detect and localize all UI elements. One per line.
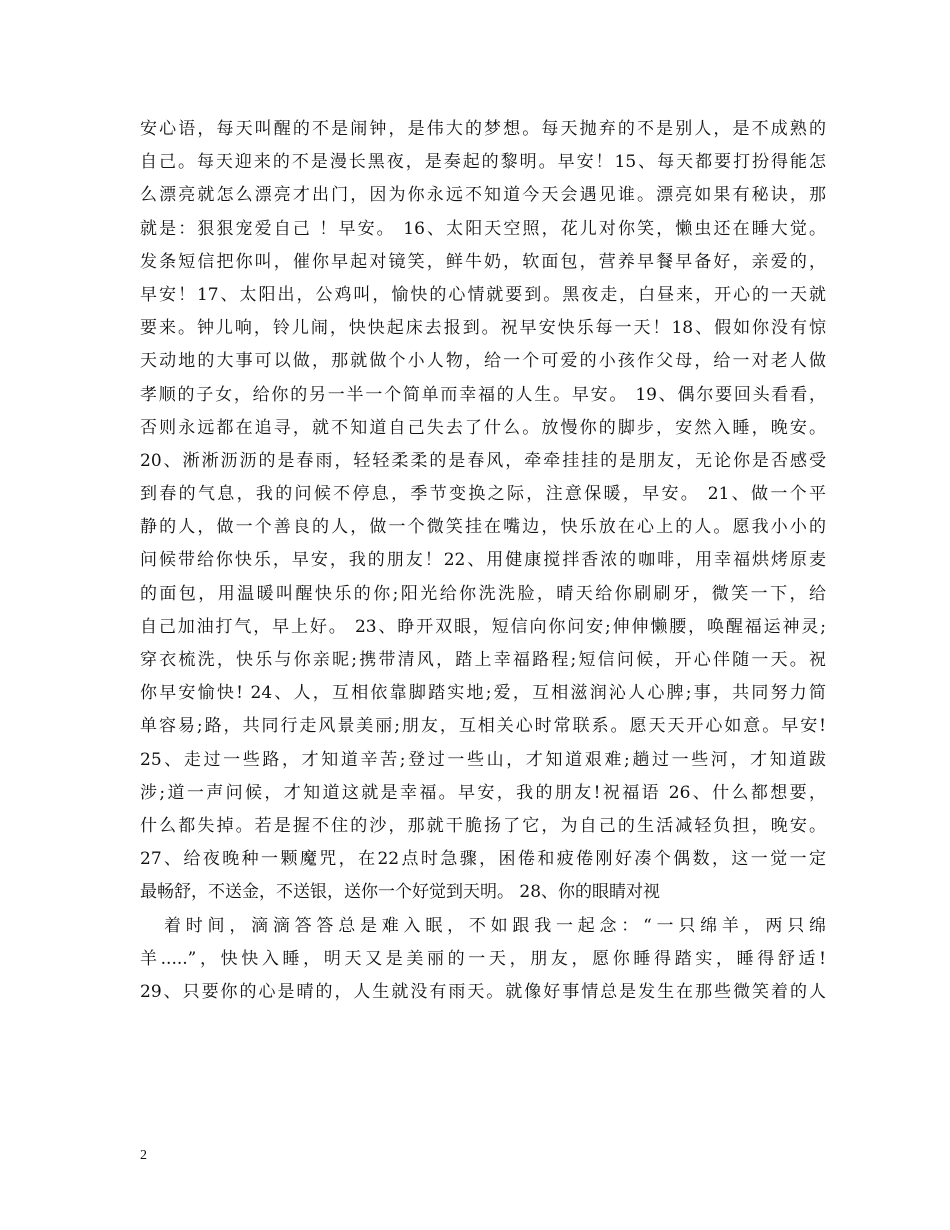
text-line-23: 27、给夜晚种一颗魔咒，在22点时急骤，困倦和疲倦刚好凑个偶数，这一觉一定 xyxy=(140,849,826,870)
text-line-7: 要来。钟儿响，铃儿闹，快快起床去报到。祝早安快乐每一天！18、假如你没有惊 xyxy=(140,318,826,339)
text-line-16: 自己加油打气，早上好。 23、睁开双眼，短信向你问安;伸伸懒腰，唤醒福运神灵; xyxy=(140,616,826,637)
text-line-12: 到春的气息，我的问候不停息，季节变换之际，注意保暖，早安。 21、做一个平 xyxy=(140,484,826,505)
text-line-27: 29、只要你的心是晴的，人生就没有雨天。就像好事情总是发生在那些微笑着的人 xyxy=(140,981,826,1002)
text-line-6: 早安！17、太阳出，公鸡叫，愉快的心情就要到。黑夜走，白昼来，开心的一天就 xyxy=(140,284,826,305)
text-line-11: 20、淅淅沥沥的是春雨，轻轻柔柔的是春风，牵牵挂挂的是朋友，无论你是否感受 xyxy=(140,450,826,471)
text-line-8: 天动地的大事可以做，那就做个小人物，给一个可爱的小孩作父母，给一对老人做 xyxy=(140,351,826,372)
text-line-4: 就是：狠狠宠爱自己 ！早安。 16、太阳天空照，花儿对你笑，懒虫还在睡大觉。 xyxy=(140,218,826,239)
text-line-5: 发条短信把你叫，催你早起对镜笑，鲜牛奶，软面包，营养早餐早备好，亲爱的， xyxy=(140,251,826,272)
text-line-3: 么漂亮就怎么漂亮才出门，因为你永远不知道今天会遇见谁。漂亮如果有秘诀，那 xyxy=(140,185,826,206)
text-line-2: 自己。每天迎来的不是漫长黑夜，是奏起的黎明。早安！15、每天都要打扮得能怎 xyxy=(140,152,826,173)
text-line-24: 最畅舒，不送金，不送银，送你一个好觉到天明。 28、你的眼睛对视 xyxy=(140,882,661,903)
text-line-26: 羊.....”，快快入睡，明天又是美丽的一天，朋友，愿你睡得踏实，睡得舒适! xyxy=(140,948,826,969)
text-line-17: 穿衣梳洗，快乐与你亲昵;携带清风，踏上幸福路程;短信问候，开心伴随一天。祝 xyxy=(140,650,826,670)
text-line-19: 单容易;路，共同行走风景美丽;朋友，互相关心时常联系。愿天天开心如意。早安! xyxy=(140,716,826,737)
text-line-1: 安心语，每天叫醒的不是闹钟，是伟大的梦想。每天抛弃的不是别人，是不成熟的 xyxy=(140,119,826,139)
page-number: 2 xyxy=(140,1148,147,1163)
text-line-10: 否则永远都在追寻，就不知道自己失去了什么。放慢你的脚步，安然入睡，晚安。 xyxy=(140,417,826,438)
text-line-18: 你早安愉快! 24、人，互相依靠脚踏实地;爱，互相滋润沁人心脾;事，共同努力简 xyxy=(140,683,826,704)
text-line-15: 的面包，用温暖叫醒快乐的你;阳光给你洗洗脸，晴天给你刷刷牙，微笑一下，给 xyxy=(140,583,826,604)
text-line-20: 25、走过一些路，才知道辛苦;登过一些山，才知道艰难;趟过一些河，才知道跋 xyxy=(140,749,826,770)
text-line-25: 着时间，滴滴答答总是难入眠，不如跟我一起念：“一只绵羊，两只绵 xyxy=(164,915,826,936)
text-line-9: 孝顺的子女，给你的另一半一个简单而幸福的人生。早安。 19、偶尔要回头看看， xyxy=(140,384,826,405)
text-line-13: 静的人，做一个善良的人，做一个微笑挂在嘴边，快乐放在心上的人。愿我小小的 xyxy=(140,517,826,538)
body-text xyxy=(140,113,826,1009)
text-line-22: 什么都失掉。若是握不住的沙，那就干脆扬了它，为自己的生活减轻负担，晚安。 xyxy=(140,815,826,836)
text-line-21: 涉;道一声问候，才知道这就是幸福。早安，我的朋友!祝福语 26、什么都想要， xyxy=(140,782,826,803)
text-line-14: 问候带给你快乐，早安，我的朋友！22、用健康搅拌香浓的咖啡，用幸福烘烤原麦 xyxy=(140,550,826,571)
